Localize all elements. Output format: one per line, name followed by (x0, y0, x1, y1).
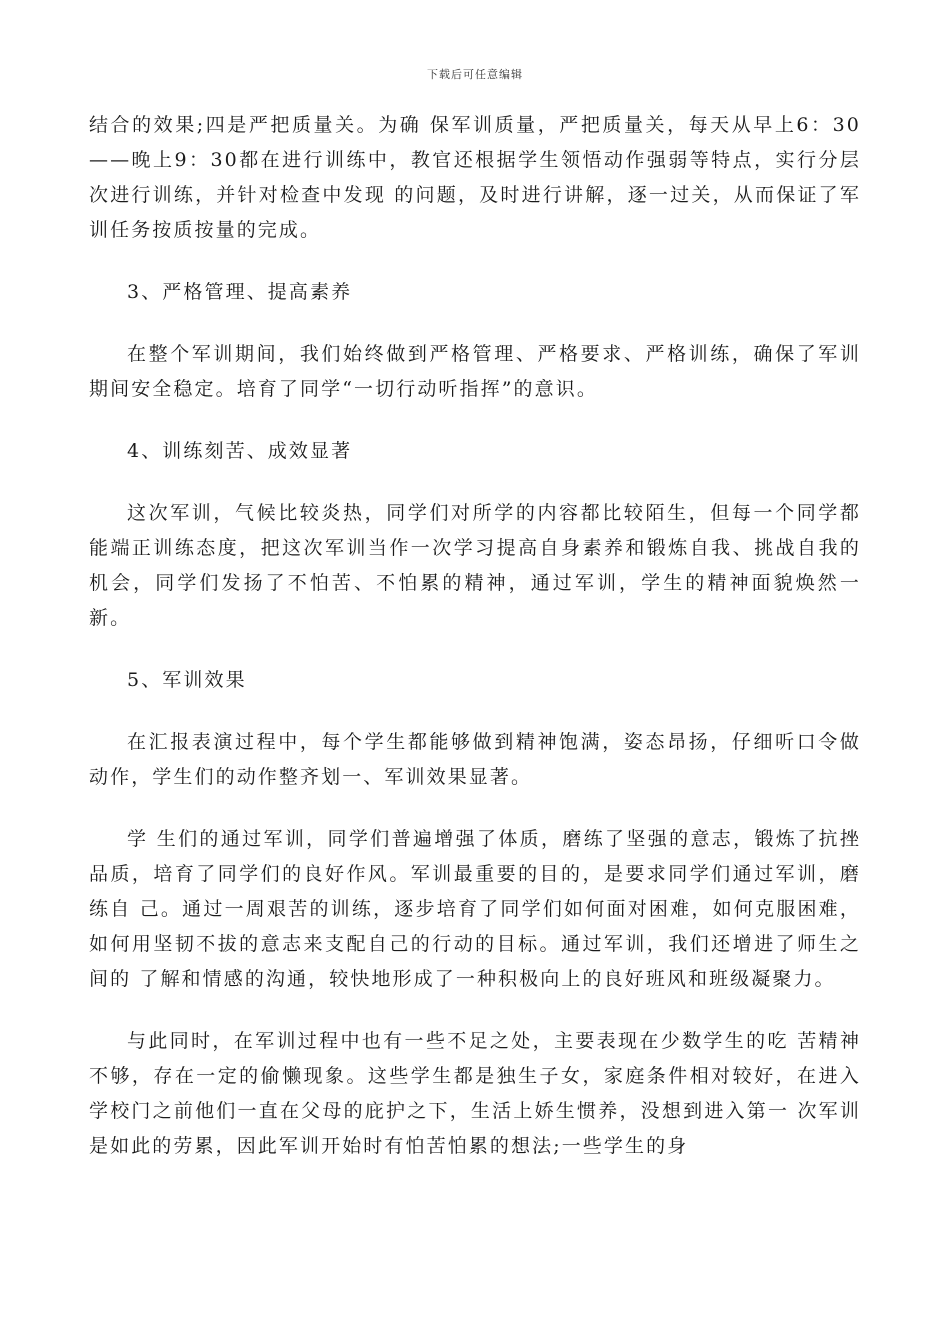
document-body (89, 108, 861, 1164)
section-heading-hard-training: 4、训练刻苦、成效显著 (127, 440, 353, 462)
paragraph-performance: 在汇报表演过程中，每个学生都能够做到精神饱满，姿态昂扬，仔细听口令做动作，学生们的动作整齐划一、军训效果显著。 (89, 731, 861, 788)
paragraph-student-growth: 学 生们的通过军训，同学们普遍增强了体质，磨练了坚强的意志，锻炼了抗挫品质，培育了同学们的良好作风。军训最重要的目的，是要求同学们通过军训，磨练自 己。通过一周艰苦的训练，逐步培育了同学们如何面对困难，如何克服困难，如何用坚韧不拔的意志来支配自己的行动的目标。通过军训，我们还增进了师生之间的 了解和情感的沟通，较快地形成了一种积极向上的良好班风和班级凝聚力。 (89, 828, 861, 990)
paragraph-strict-management: 在整个军训期间，我们始终做到严格管理、严格要求、严格训练，确保了军训期间安全稳定。培育了同学“一切行动听指挥”的意识。 (89, 343, 861, 400)
paragraph-quality-control: 结合的效果;四是严把质量关。为确 保军训质量，严把质量关，每天从早上6：30——晚上9：30都在进行训练中，教官还根据学生领悟动作强弱等特点，实行分层次进行训练，并针对检查中发现 的问题，及时进行讲解，逐一过关，从而保证了军训任务按质按量的完成。 (89, 114, 861, 241)
paragraph-shortcomings: 与此同时，在军训过程中也有一些不足之处，主要表现在少数学生的吃 苦精神不够，存在一定的偷懒现象。这些学生都是独生子女，家庭条件相对较好，在进入学校门之前他们一直在父母的庇护之下，生活上娇生惯养，没想到进入第一 次军训是如此的劳累，因此军训开始时有怕苦怕累的想法;一些学生的身 (89, 1030, 861, 1157)
paragraph-hard-training: 这次军训，气候比较炎热，同学们对所学的内容都比较陌生，但每一个同学都能端正训练态度，把这次军训当作一次学习提高自身素养和锻炼自我、挑战自我的机会，同学们发扬了不怕苦、不怕累的精神，通过军训，学生的精神面貌焕然一新。 (89, 502, 861, 629)
section-heading-training-results: 5、军训效果 (127, 669, 247, 691)
section-heading-strict-management: 3、严格管理、提高素养 (127, 281, 353, 303)
download-editable-note: 下载后可任意编辑 (427, 68, 523, 81)
